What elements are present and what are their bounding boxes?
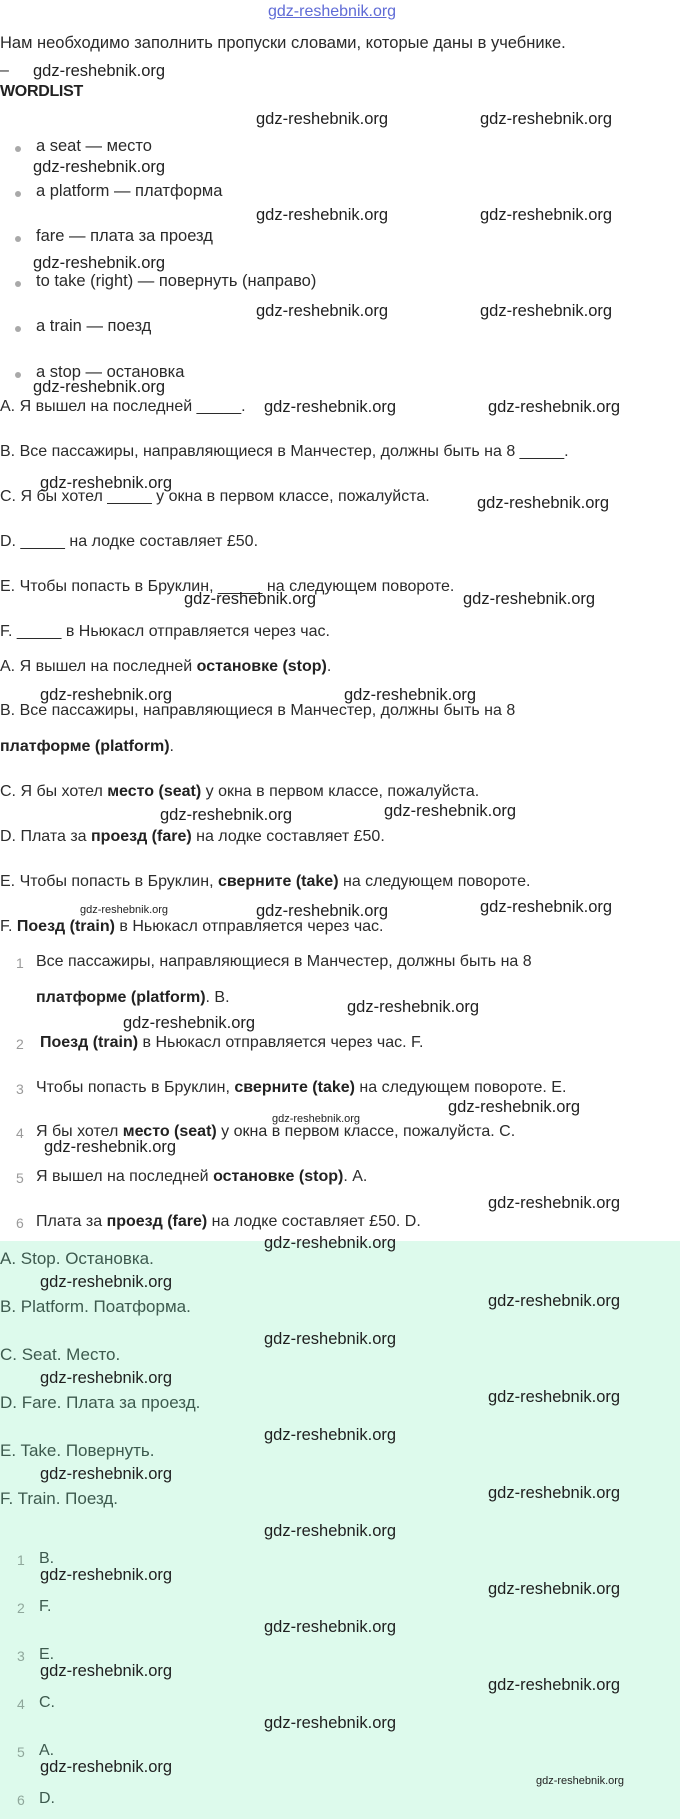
watermark: gdz-reshebnik.org xyxy=(33,158,166,176)
gap-sentence: C. Я бы хотел _____ у окна в первом классе, пожалуйста. xyxy=(0,488,430,505)
watermark: gdz-reshebnik.org xyxy=(33,62,166,80)
watermark: gdz-reshebnik.org xyxy=(33,254,166,272)
bullet-icon xyxy=(15,326,21,332)
answer-number: 6 xyxy=(17,1792,25,1808)
watermark: gdz-reshebnik.org xyxy=(463,590,596,608)
wordlist-item: fare — плата за проезд xyxy=(36,227,213,245)
answer-line: C. Seat. Место. xyxy=(0,1345,121,1364)
watermark: gdz-reshebnik.org xyxy=(488,398,621,416)
filled-sentence-cont: платформе (platform). xyxy=(0,738,174,755)
watermark: gdz-reshebnik.org xyxy=(123,1014,256,1032)
watermark: gdz-reshebnik.org xyxy=(488,1484,621,1502)
watermark: gdz-reshebnik.org xyxy=(264,398,397,416)
watermark: gdz-reshebnik.org xyxy=(184,590,317,608)
list-item: Все пассажиры, направляющиеся в Манчестер, должны быть на 8 xyxy=(36,953,532,970)
watermark: gdz-reshebnik.org xyxy=(40,1758,173,1776)
watermark: gdz-reshebnik.org xyxy=(344,686,477,704)
bullet-icon xyxy=(15,281,21,287)
watermark: gdz-reshebnik.org xyxy=(256,902,389,920)
watermark: gdz-reshebnik.org xyxy=(264,1522,397,1540)
gap-sentence: D. _____ на лодке составляет £50. xyxy=(0,533,259,550)
list-item: Поезд (train) в Ньюкасл отправляется через час. F. xyxy=(40,1034,424,1051)
list-item: Я бы хотел место (seat) у окна в первом классе, пожалуйста. C. xyxy=(36,1123,516,1140)
watermark: gdz-reshebnik.org xyxy=(264,1618,397,1636)
filled-sentence: F. Поезд (train) в Ньюкасл отправляется через час. xyxy=(0,918,384,935)
watermark: gdz-reshebnik.org xyxy=(40,1369,173,1387)
watermark: gdz-reshebnik.org xyxy=(264,1426,397,1444)
bullet-icon xyxy=(15,236,21,242)
answer-line: B. Platform. Поатформа. xyxy=(0,1297,191,1316)
bullet-icon xyxy=(15,372,21,378)
list-item-cont: платформе (platform). B. xyxy=(36,989,230,1006)
list-number: 3 xyxy=(16,1081,24,1097)
watermark: gdz-reshebnik.org xyxy=(536,1775,625,1787)
watermark: gdz-reshebnik.org xyxy=(80,904,169,916)
bullet-icon xyxy=(15,146,21,152)
watermark: gdz-reshebnik.org xyxy=(256,302,389,320)
watermark: gdz-reshebnik.org xyxy=(480,206,613,224)
answer-number: 3 xyxy=(17,1648,25,1664)
watermark: gdz-reshebnik.org xyxy=(40,1465,173,1483)
answer-value: E. xyxy=(39,1646,55,1663)
watermark: gdz-reshebnik.org xyxy=(33,378,166,396)
watermark: gdz-reshebnik.org xyxy=(272,1113,361,1125)
filled-sentence: D. Плата за проезд (fare) на лодке составляет £50. xyxy=(0,828,385,845)
answer-number: 1 xyxy=(17,1552,25,1568)
answer-value: A. xyxy=(39,1742,55,1759)
answer-number: 4 xyxy=(17,1696,25,1712)
watermark: gdz-reshebnik.org xyxy=(256,110,389,128)
answer-number: 5 xyxy=(17,1744,25,1760)
watermark: gdz-reshebnik.org xyxy=(480,110,613,128)
watermark: gdz-reshebnik.org xyxy=(347,998,480,1016)
watermark: gdz-reshebnik.org xyxy=(384,802,517,820)
filled-sentence: B. Все пассажиры, направляющиеся в Манчестер, должны быть на 8 xyxy=(0,702,516,719)
watermark: gdz-reshebnik.org xyxy=(488,1676,621,1694)
watermark: gdz-reshebnik.org xyxy=(40,1273,173,1291)
gap-sentence: B. Все пассажиры, направляющиеся в Манчестер, должны быть на 8 _____. xyxy=(0,443,569,460)
watermark: gdz-reshebnik.org xyxy=(488,1292,621,1310)
watermark: gdz-reshebnik.org xyxy=(488,1388,621,1406)
watermark: gdz-reshebnik.org xyxy=(44,1138,177,1156)
watermark: gdz-reshebnik.org xyxy=(477,494,610,512)
watermark: gdz-reshebnik.org xyxy=(448,1098,581,1116)
list-number: 1 xyxy=(16,955,24,971)
gap-sentence: F. _____ в Ньюкасл отправляется через час. xyxy=(0,623,330,640)
answer-line: E. Take. Повернуть. xyxy=(0,1441,155,1460)
watermark: gdz-reshebnik.org xyxy=(160,806,293,824)
wordlist-item: a platform — платформа xyxy=(36,182,223,200)
answer-value: C. xyxy=(39,1694,55,1711)
wordlist-item: a seat — место xyxy=(36,137,152,155)
watermark: gdz-reshebnik.org xyxy=(480,302,613,320)
gap-sentence: A. Я вышел на последней _____. xyxy=(0,398,246,415)
wordlist-item: a stop — остановка xyxy=(36,363,185,381)
filled-sentence: C. Я бы хотел место (seat) у окна в первом классе, пожалуйста. xyxy=(0,783,480,800)
list-number: 6 xyxy=(16,1215,24,1231)
answer-value: F. xyxy=(39,1598,52,1615)
list-number: 2 xyxy=(16,1036,24,1052)
watermark: gdz-reshebnik.org xyxy=(264,1330,397,1348)
answer-value: B. xyxy=(39,1550,55,1567)
watermark: gdz-reshebnik.org xyxy=(40,686,173,704)
bullet-icon xyxy=(15,191,21,197)
dash-mark: – xyxy=(0,62,9,79)
watermark: gdz-reshebnik.org xyxy=(480,898,613,916)
answer-value: D. xyxy=(39,1790,55,1807)
watermark: gdz-reshebnik.org xyxy=(488,1194,621,1212)
wordlist-item: a train — поезд xyxy=(36,317,152,335)
list-item: Чтобы попасть в Бруклин, сверните (take) на следующем повороте. E. xyxy=(36,1079,567,1096)
watermark: gdz-reshebnik.org xyxy=(40,1662,173,1680)
filled-sentence: A. Я вышел на последней остановке (stop). xyxy=(0,658,332,675)
watermark: gdz-reshebnik.org xyxy=(264,1714,397,1732)
watermark: gdz-reshebnik.org xyxy=(40,474,173,492)
wordlist-item: to take (right) — повернуть (направо) xyxy=(36,272,317,290)
answer-number: 2 xyxy=(17,1600,25,1616)
answer-line: F. Train. Поезд. xyxy=(0,1489,119,1508)
watermark: gdz-reshebnik.org xyxy=(40,1566,173,1584)
list-number: 5 xyxy=(16,1170,24,1186)
site-link[interactable]: gdz-reshebnik.org xyxy=(268,3,397,20)
answer-line: D. Fare. Плата за проезд. xyxy=(0,1393,201,1412)
watermark: gdz-reshebnik.org xyxy=(488,1580,621,1598)
list-number: 4 xyxy=(16,1125,24,1141)
watermark: gdz-reshebnik.org xyxy=(264,1234,397,1252)
gap-sentence: E. Чтобы попасть в Бруклин, _____ на следующем повороте. xyxy=(0,578,455,595)
instruction-text: Нам необходимо заполнить пропуски словами, которые даны в учебнике. xyxy=(0,34,566,52)
list-item: Плата за проезд (fare) на лодке составляет £50. D. xyxy=(36,1213,421,1230)
answer-line: A. Stop. Остановка. xyxy=(0,1249,154,1268)
filled-sentence: E. Чтобы попасть в Бруклин, сверните (take) на следующем повороте. xyxy=(0,873,531,890)
wordlist-heading: WORDLIST xyxy=(0,83,83,100)
list-item: Я вышел на последней остановке (stop). A. xyxy=(36,1168,368,1185)
watermark: gdz-reshebnik.org xyxy=(256,206,389,224)
